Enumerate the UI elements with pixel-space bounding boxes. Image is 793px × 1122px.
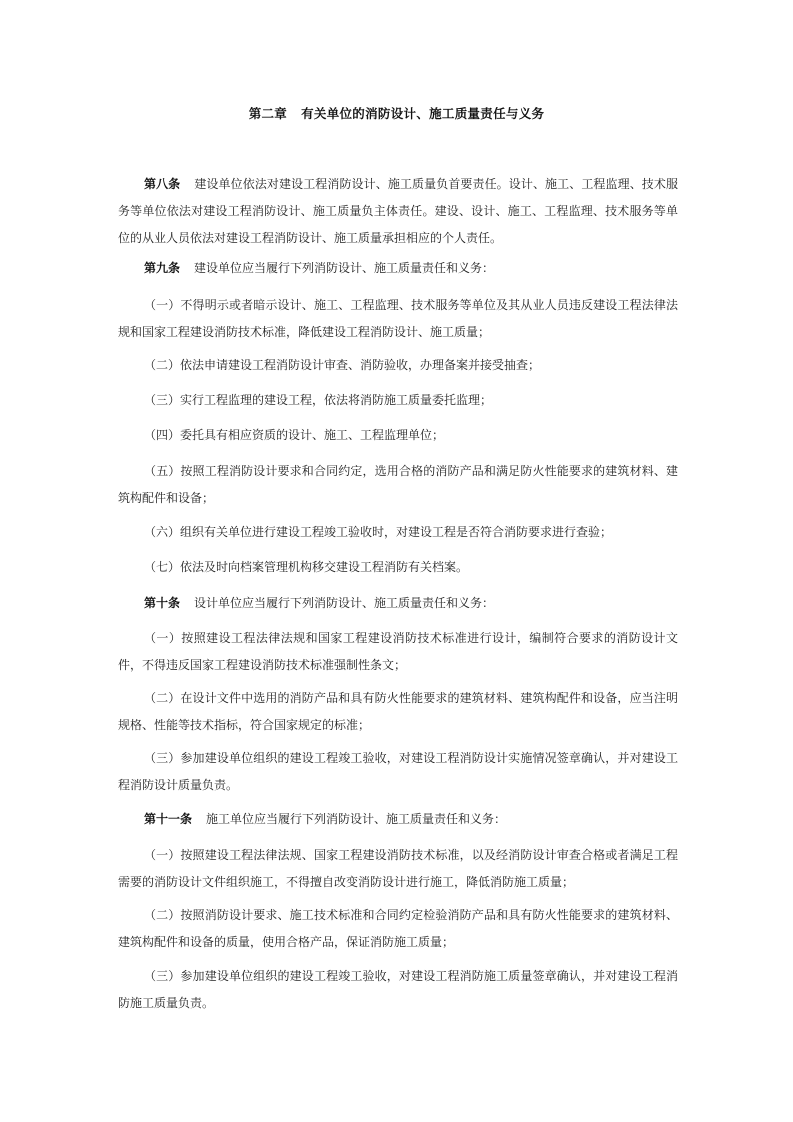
list-paragraph — [118, 292, 678, 346]
article-paragraph — [118, 171, 678, 252]
paragraph-text: 设计单位应当履行下列消防设计、施工质量责任和义务： — [194, 596, 495, 610]
chapter-heading: 有关单位的消防设计、施工质量责任与义务 — [301, 106, 545, 121]
paragraph-text: 施工单位应当履行下列消防设计、施工质量责任和义务： — [206, 812, 507, 826]
article-paragraph — [118, 590, 678, 617]
article-label: 第十条 — [144, 596, 181, 610]
paragraph-text: （三）参加建设单位组织的建设工程竣工验收，对建设工程消防施工质量签章确认，并对建设工程消防施工质量负责。 — [118, 969, 678, 1010]
article-paragraph — [118, 255, 678, 282]
list-paragraph — [118, 745, 678, 799]
paragraph-text: （六）组织有关单位进行建设工程竣工验收时，对建设工程是否符合消防要求进行查验； — [144, 525, 613, 539]
list-paragraph — [118, 625, 678, 679]
paragraph-text: （四）委托具有相应资质的设计、施工、工程监理单位； — [144, 428, 445, 442]
paragraph-text: （一）按照建设工程法律法规和国家工程建设消防技术标准进行设计，编制符合要求的消防设计文件，不得违反国家工程建设消防技术标准强制性条文； — [118, 631, 678, 672]
list-paragraph — [118, 387, 678, 414]
paragraph-text: （五）按照工程消防设计要求和合同约定，选用合格的消防产品和满足防火性能要求的建筑材料、建筑构配件和设备； — [118, 464, 678, 505]
list-paragraph — [118, 458, 678, 512]
paragraph-text: （三）实行工程监理的建设工程，依法将消防施工质量委托监理； — [144, 393, 493, 407]
article-label: 第九条 — [144, 261, 181, 275]
article-label: 第十一条 — [144, 812, 193, 826]
list-paragraph — [118, 352, 678, 379]
paragraph-text: （二）按照消防设计要求、施工技术标准和合同约定检验消防产品和具有防火性能要求的建筑材料、建筑构配件和设备的质量，使用合格产品，保证消防施工质量； — [118, 908, 678, 949]
article-paragraph — [118, 806, 678, 833]
list-paragraph — [118, 963, 678, 1017]
paragraph-text: （三）参加建设单位组织的建设工程竣工验收，对建设工程消防设计实施情况签章确认，并对建设工程消防设计质量负责。 — [118, 751, 678, 792]
paragraph-text: 建设单位依法对建设工程消防设计、施工质量负首要责任。设计、施工、工程监理、技术服务等单位依法对建设工程消防设计、施工质量负主体责任。建设、设计、施工、工程监理、技术服务等单位的从业人员依法对建设工程消防设计、施工质量承担相应的个人责任。 — [118, 177, 678, 245]
paragraph-text: 建设单位应当履行下列消防设计、施工质量责任和义务： — [194, 261, 495, 275]
list-paragraph — [118, 422, 678, 449]
chapter-number: 第二章 — [248, 106, 288, 121]
paragraph-text: （二）在设计文件中选用的消防产品和具有防火性能要求的建筑材料、建筑构配件和设备，应当注明规格、性能等技术指标，符合国家规定的标准； — [118, 691, 678, 732]
paragraph-text: （七）依法及时向档案管理机构移交建设工程消防有关档案。 — [144, 560, 469, 574]
list-paragraph — [118, 519, 678, 546]
list-paragraph — [118, 902, 678, 956]
list-paragraph — [118, 842, 678, 896]
paragraph-text: （一）不得明示或者暗示设计、施工、工程监理、技术服务等单位及其从业人员违反建设工程法律法规和国家工程建设消防技术标准，降低建设工程消防设计、施工质量； — [118, 298, 678, 339]
paragraph-text: （二）依法申请建设工程消防设计审查、消防验收，办理备案并接受抽查； — [144, 358, 541, 372]
list-paragraph — [118, 554, 678, 581]
article-label: 第八条 — [144, 177, 181, 191]
chapter-title — [0, 104, 793, 122]
paragraph-text: （一）按照建设工程法律法规、国家工程建设消防技术标准，以及经消防设计审查合格或者满足工程需要的消防设计文件组织施工，不得擅自改变消防设计进行施工，降低消防施工质量； — [118, 848, 678, 889]
list-paragraph — [118, 685, 678, 739]
